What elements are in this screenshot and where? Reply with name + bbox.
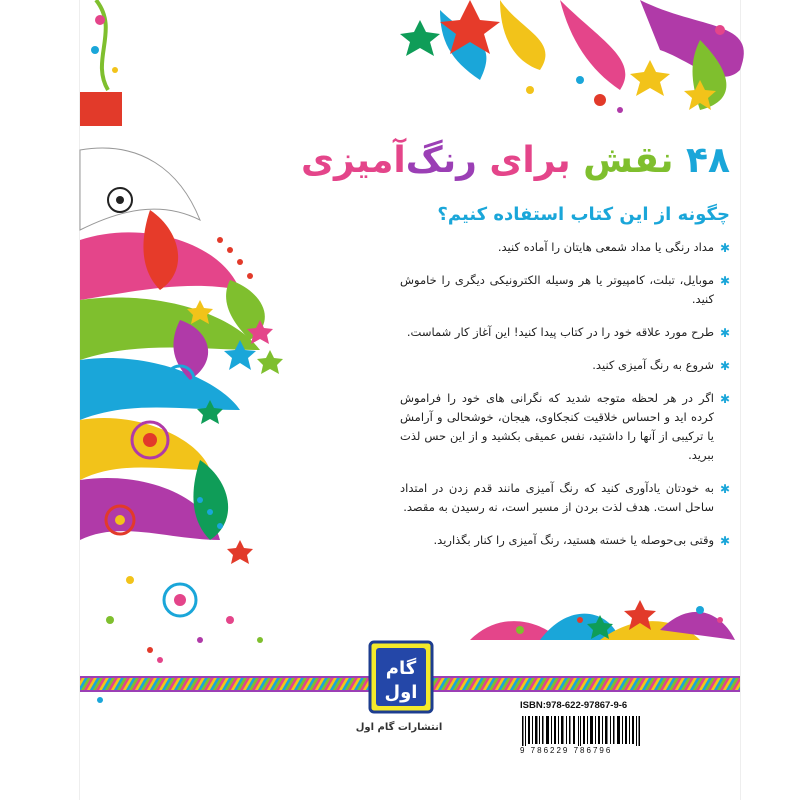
title-word-3: رنگ <box>405 140 477 181</box>
list-item: ✱ وقتی بی‌حوصله یا خسته هستید، رنگ آمیزی را کنار بگذارید. <box>400 531 730 550</box>
star-bullet-icon: ✱ <box>719 359 730 373</box>
star-bullet-icon: ✱ <box>719 534 730 548</box>
star-bullet-icon: ✱ <box>719 241 730 255</box>
isbn-text: ISBN:978-622-97867-9-6 <box>520 700 628 711</box>
title-number: ۴۸ <box>686 140 730 181</box>
star-bullet-icon: ✱ <box>719 482 730 496</box>
star-bullet-icon: ✱ <box>719 392 730 406</box>
list-item: ✱ شروع به رنگ آمیزی کنید. <box>400 356 730 375</box>
purple-petal <box>640 0 744 77</box>
publisher-logo <box>368 640 434 714</box>
title-word-2: برای <box>489 140 571 181</box>
svg-text:گام: گام <box>385 658 417 679</box>
barcode-number: 9 786229 786796 <box>520 746 613 755</box>
list-item: ✱ به خودتان یادآوری کنید که رنگ آمیزی مانند قدم زدن در امتداد ساحل است. هدف لذت بردن از مسیر است، نه رسیدن به مقصد. <box>400 481 730 514</box>
publisher-name: انتشارات گام اول <box>355 722 443 733</box>
book-title <box>301 140 730 181</box>
list-item: ✱ اگر در هر لحظه متوجه شدید که نگرانی های خود را فراموش کرده اید و احساس خلاقیت کنجکاوی، هیجان، خوشحالی و آرامش یا ترکیبی از آنها را داشتید، نفس عمیقی بکشید و از این حس لذت ببرید. <box>400 391 730 462</box>
title-word-1: نقش <box>583 140 674 181</box>
green-swirl <box>96 0 108 90</box>
outline-swirl <box>80 148 200 230</box>
barcode <box>522 716 640 746</box>
list-item: ✱ طرح مورد علاقه خود را در کتاب پیدا کنید! این آغاز کار شماست. <box>400 323 730 342</box>
list-item: ✱ موبایل، تبلت، کامپیوتر یا هر وسیله الکترونیکی دیگری را خاموش کنید. <box>400 273 730 306</box>
svg-text:اول: اول <box>384 682 418 703</box>
instructions-heading: چگونه از این کتاب استفاده کنیم؟ <box>437 204 730 225</box>
star-bullet-icon: ✱ <box>719 274 730 288</box>
title-word-4: آمیزی <box>301 140 406 181</box>
red-lace-shape <box>80 92 122 126</box>
star-bullet-icon: ✱ <box>719 326 730 340</box>
list-item: ✱ مداد رنگی یا مداد شمعی هایتان را آماده کنید. <box>400 238 730 257</box>
instructions-list <box>400 238 730 564</box>
